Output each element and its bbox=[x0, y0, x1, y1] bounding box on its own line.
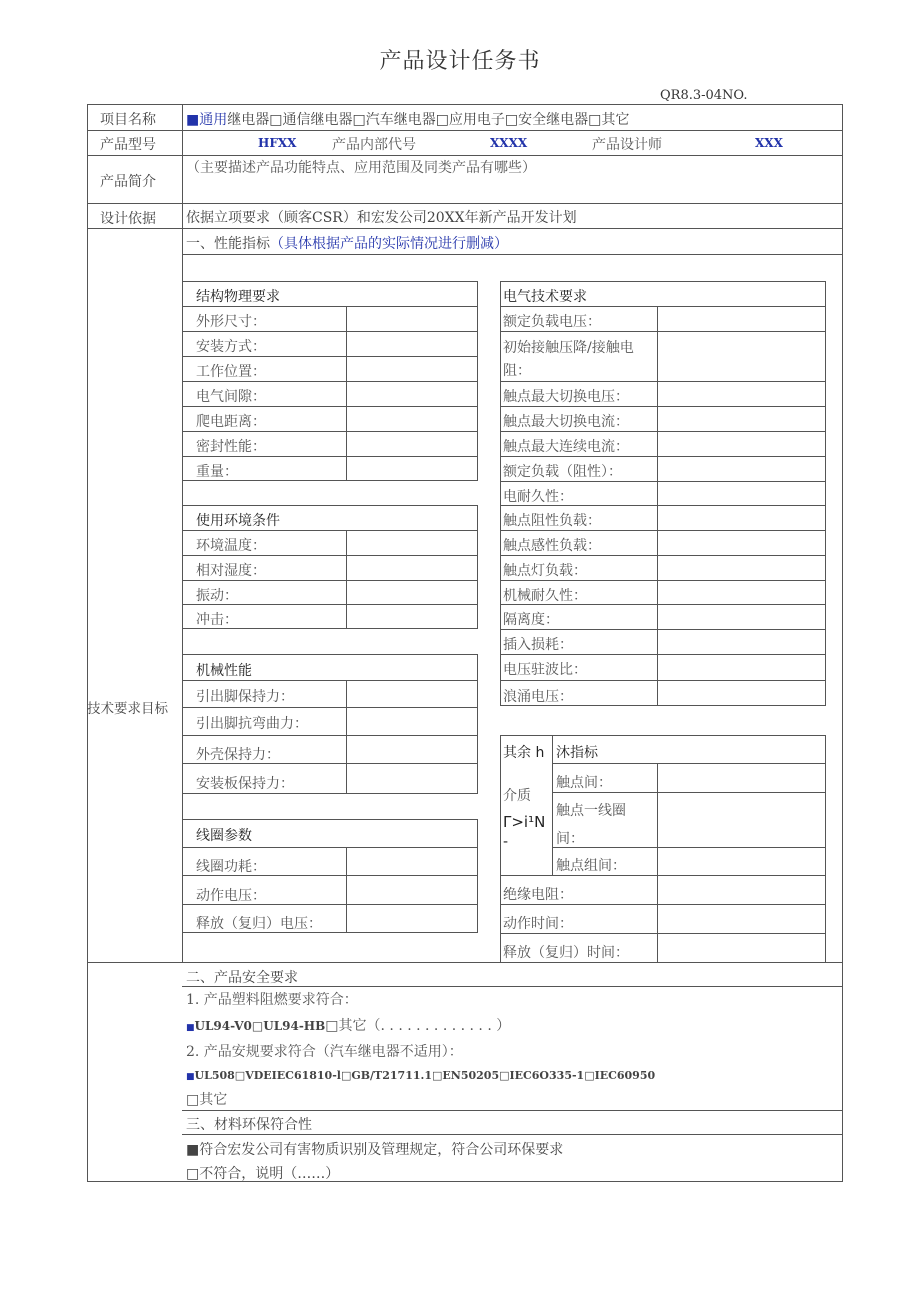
project-category-checkboxes[interactable] bbox=[186, 109, 629, 129]
electrical-item: 触点灯负载： bbox=[503, 563, 587, 579]
safety-heading: 二、产品安全要求 bbox=[186, 970, 298, 986]
material-compliant-option[interactable]: ■符合宏发公司有害物质识别及管理规定，符合公司环保要求 bbox=[186, 1142, 564, 1158]
electrical-item: 触点阻性负载： bbox=[503, 513, 601, 529]
checked-box-icon: ■ bbox=[186, 112, 200, 128]
product-intro-value: （主要描述产品功能特点、应用范围及同类产品有哪些） bbox=[186, 160, 536, 176]
project-category-options: 继电器□通信继电器□汽车继电器□应用电子□安全继电器□其它 bbox=[227, 112, 630, 128]
product-model-value: HFXX bbox=[258, 136, 297, 150]
designer-value: XXX bbox=[755, 136, 783, 150]
other-heading-a: 其余 h bbox=[503, 745, 545, 761]
mechanical-item: 外壳保持力： bbox=[196, 747, 280, 763]
other-heading-b: 沐指标 bbox=[556, 745, 598, 761]
product-model-label: 产品型号 bbox=[100, 137, 156, 153]
mechanical-item: 引出脚保持力： bbox=[196, 689, 294, 705]
project-category-selected: 通用 bbox=[199, 112, 228, 128]
environment-item: 振动： bbox=[196, 588, 238, 604]
safety-regulatory-options[interactable] bbox=[186, 1067, 655, 1083]
structure-item: 重量： bbox=[196, 464, 238, 480]
structure-item: 工作位置： bbox=[196, 364, 266, 380]
project-name-label: 项目名称 bbox=[100, 112, 156, 128]
other-group-item: 触点组间： bbox=[556, 858, 626, 874]
environment-heading: 使用环境条件 bbox=[196, 513, 280, 529]
electrical-item: 插入损耗： bbox=[503, 637, 573, 653]
electrical-item: 额定负载（阻性）： bbox=[503, 464, 622, 480]
electrical-heading: 电气技术要求 bbox=[503, 289, 587, 305]
electrical-item: 额定负载电压： bbox=[503, 314, 601, 330]
mechanical-heading: 机械性能 bbox=[196, 663, 252, 679]
other-item: 绝缘电阻： bbox=[503, 887, 573, 903]
environment-item: 环境温度： bbox=[196, 538, 266, 554]
other-item: 动作时间： bbox=[503, 916, 573, 932]
checked-box-icon: ■ bbox=[186, 1072, 195, 1082]
mechanical-item: 引出脚抗弯曲力： bbox=[196, 716, 308, 732]
mechanical-item: 安装板保持力： bbox=[196, 776, 294, 792]
structure-item: 爬电距离： bbox=[196, 414, 266, 430]
electrical-item: 触点最大连续电流： bbox=[503, 439, 629, 455]
structure-item: 电气间隙： bbox=[196, 389, 266, 405]
structure-item: 外形尺寸： bbox=[196, 314, 266, 330]
performance-heading: 一、性能指标（具体根据产品的实际情况进行删减） bbox=[186, 236, 508, 252]
environment-item: 冲击： bbox=[196, 612, 238, 628]
material-noncompliant-option[interactable]: □不符合，说明（……） bbox=[186, 1166, 340, 1182]
safety-flame-options[interactable] bbox=[186, 1015, 510, 1035]
other-item: 释放（复归）时间： bbox=[503, 945, 629, 961]
internal-code-value: XXXX bbox=[490, 136, 528, 150]
checked-box-icon: ■ bbox=[186, 1023, 195, 1033]
safety-other-option[interactable]: □其它 bbox=[186, 1092, 228, 1108]
other-group-item: 触点间： bbox=[556, 775, 612, 791]
electrical-item: 触点感性负载： bbox=[503, 538, 601, 554]
internal-code-label: 产品内部代号 bbox=[332, 137, 416, 153]
tech-target-label: 技术要求目标 bbox=[87, 701, 168, 717]
coil-item: 线圈功耗： bbox=[196, 859, 266, 875]
safety-flame-line: 1. 产品塑料阻燃要求符合： bbox=[186, 992, 358, 1008]
environment-item: 相对湿度： bbox=[196, 563, 266, 579]
other-group-item: 触点一线圈 bbox=[556, 803, 626, 819]
design-basis-label: 设计依据 bbox=[100, 211, 156, 227]
safety-regulatory-line: 2. 产品安规要求符合（汽车继电器不适用）： bbox=[186, 1044, 463, 1060]
electrical-item: 阻： bbox=[503, 363, 531, 379]
electrical-item: 触点最大切换电压： bbox=[503, 389, 629, 405]
electrical-item: 初始接触压降/接触电 bbox=[503, 340, 634, 356]
other-group-item: 间： bbox=[556, 831, 584, 847]
dielectric-garbled-label: Γ>i¹N bbox=[503, 813, 546, 831]
structure-item: 密封性能： bbox=[196, 439, 266, 455]
structure-heading: 结构物理要求 bbox=[196, 289, 280, 305]
flame-other: □其它（. . . . . . . . . . . . . ） bbox=[325, 1018, 511, 1034]
electrical-item: 机械耐久性： bbox=[503, 588, 587, 604]
coil-item: 释放（复归）电压： bbox=[196, 916, 322, 932]
coil-heading: 线圈参数 bbox=[196, 828, 252, 844]
document-number: QR8.3-04NO. bbox=[660, 88, 748, 103]
performance-note: （具体根据产品的实际情况进行删减） bbox=[270, 236, 508, 252]
dielectric-garbled-dash: - bbox=[503, 834, 509, 850]
flame-standards: UL94-V0□UL94-HB bbox=[194, 1019, 326, 1033]
dielectric-label: 介质 bbox=[503, 788, 531, 804]
design-basis-value: 依据立项要求（顾客CSR）和宏发公司20XX年新产品开发计划 bbox=[186, 210, 577, 226]
product-intro-label: 产品简介 bbox=[100, 174, 156, 190]
coil-item: 动作电压： bbox=[196, 888, 266, 904]
regulatory-standards: UL508□VDEIEC61810-l□GB/T21711.1□EN50205□IEC6O335-1□IEC60950 bbox=[194, 1069, 656, 1082]
electrical-item: 浪涌电压： bbox=[503, 689, 573, 705]
material-heading: 三、材料环保符合性 bbox=[186, 1117, 312, 1133]
electrical-item: 隔离度： bbox=[503, 612, 559, 628]
electrical-item: 电耐久性： bbox=[503, 489, 573, 505]
document-title: 产品设计任务书 bbox=[379, 49, 541, 74]
designer-label: 产品设计师 bbox=[592, 137, 662, 153]
electrical-item: 触点最大切换电流： bbox=[503, 414, 629, 430]
electrical-item: 电压驻波比： bbox=[503, 662, 587, 678]
structure-item: 安装方式： bbox=[196, 339, 266, 355]
